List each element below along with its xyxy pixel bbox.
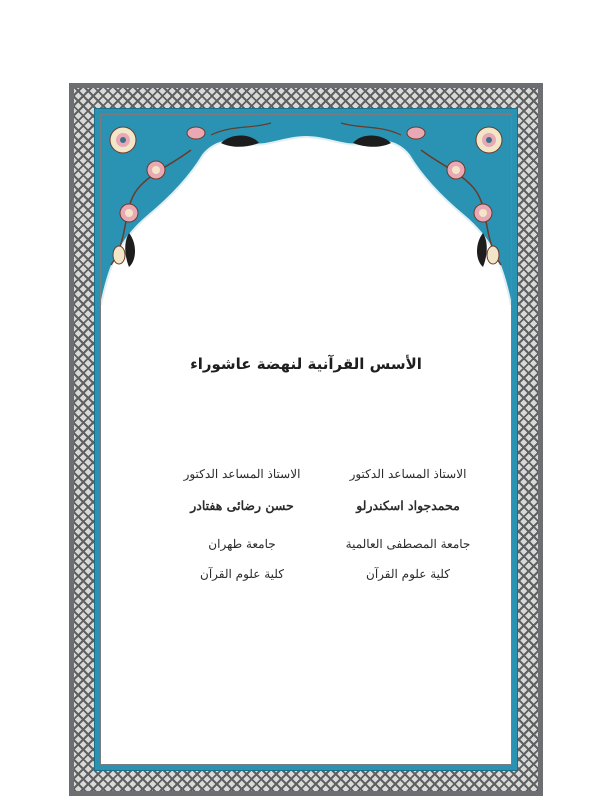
- author-faculty: كلية علوم القرآن: [366, 567, 450, 581]
- decorative-frame: [69, 83, 543, 796]
- page-content: [101, 115, 511, 764]
- author-block-1: [323, 465, 493, 583]
- author-university: جامعة طهران: [208, 537, 276, 551]
- author-rank: الاستاذ المساعد الدكتور: [183, 467, 301, 481]
- page-title: الأسس القرآنية لنهضة عاشوراء: [190, 355, 422, 373]
- author-name: محمدجواد اسکندرلو: [356, 498, 460, 513]
- page-panel: [100, 114, 512, 765]
- author-rank: الاستاذ المساعد الدكتور: [349, 467, 467, 481]
- author-faculty: كلية علوم القرآن: [200, 567, 284, 581]
- author-name: حسن رضائی هفتادر: [190, 498, 294, 513]
- author-block-2: [157, 465, 327, 583]
- author-university: جامعة المصطفی العالمية: [345, 537, 471, 551]
